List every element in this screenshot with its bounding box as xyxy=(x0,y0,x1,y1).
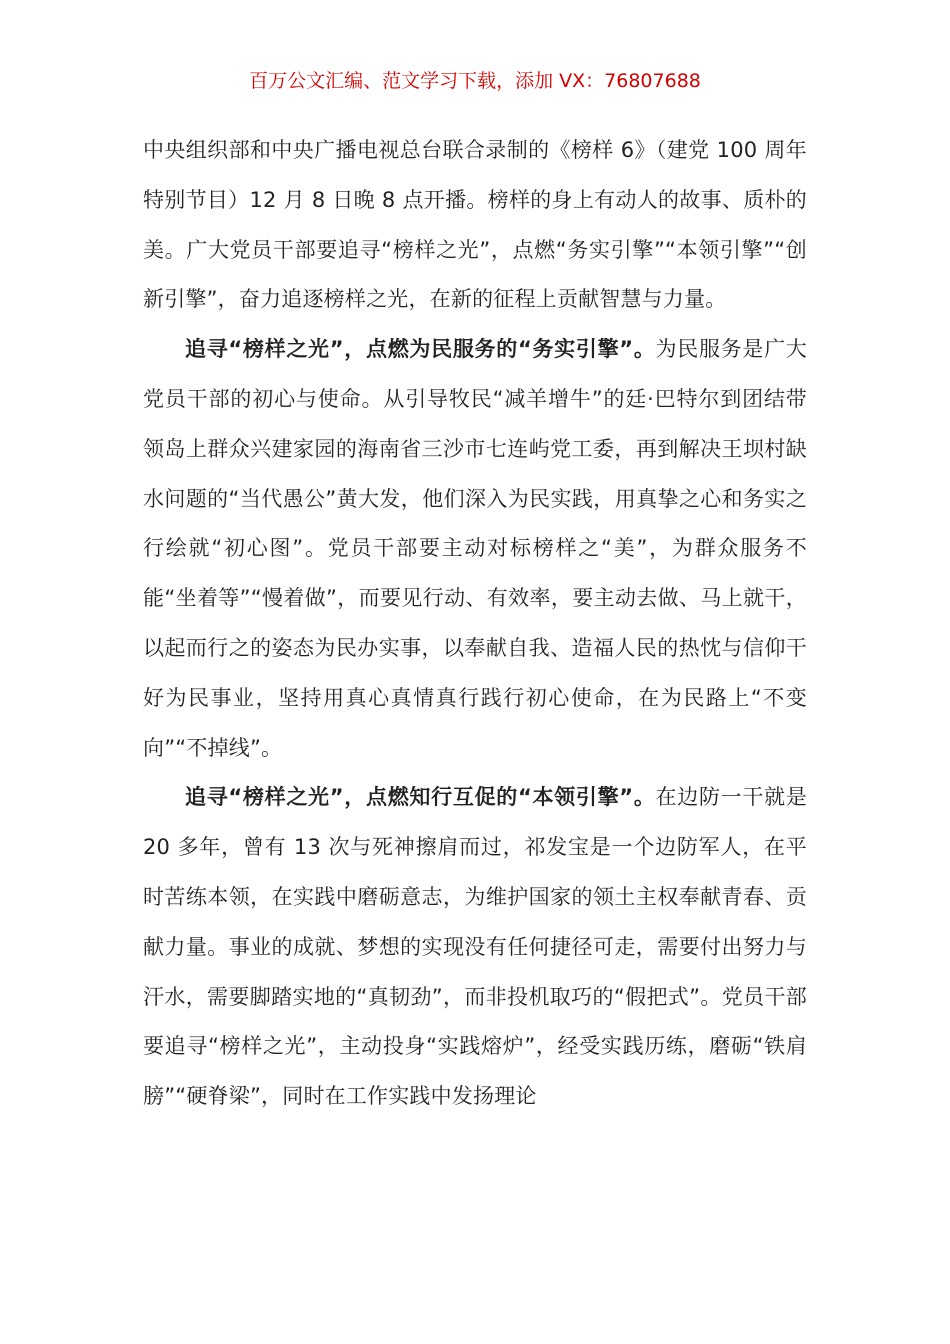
document-body xyxy=(143,126,807,1122)
page-header-notice: 百万公文汇编、范文学习下载，添加 VX：76807688 xyxy=(249,70,701,92)
paragraph-skill-engine xyxy=(143,773,807,1122)
paragraph-lead: 追寻“榜样之光”，点燃知行互促的“本领引擎”。 xyxy=(185,785,656,810)
paragraph-text: 为民服务是广大党员干部的初心与使命。从引导牧民“减羊增牛”的廷·巴特尔到团结带领岛上群众兴建家园的海南省三沙市七连屿党工委，再到解决王坝村缺水问题的“当代愚公”黄大发，他们深入为民实践，用真挚之心和务实之行绘就“初心图”。党员干部要主动对标榜样之“美”，为群众服务不能“坐着等”“慢着做”，而要见行动、有效率，要主动去做、马上就干，以起而行之的姿态为民办实事，以奉献自我、造福人民的热忱与信仰干好为民事业，坚持用真心真情真行践行初心使命，在为民路上“不变向”“不掉线”。 xyxy=(143,337,807,760)
paragraph-lead: 追寻“榜样之光”，点燃为民服务的“务实引擎”。 xyxy=(185,337,656,362)
paragraph-text: 中央组织部和中央广播电视总台联合录制的《榜样 6》（建党 100 周年特别节目）12 月 8 日晚 8 点开播。榜样的身上有动人的故事、质朴的美。广大党员干部要追寻“榜样之光”，点燃“务实引擎”“本领引擎”“创新引擎”，奋力追逐榜样之光，在新的征程上贡献智慧与力量。 xyxy=(143,138,807,312)
paragraph-service-engine xyxy=(143,325,807,773)
paragraph-text: 在边防一干就是 20 多年，曾有 13 次与死神擦肩而过，祁发宝是一个边防军人，在平时苦练本领，在实践中磨砺意志，为维护国家的领土主权奉献青春、贡献力量。事业的成就、梦想的实现没有任何捷径可走，需要付出努力与汗水，需要脚踏实地的“真韧劲”，而非投机取巧的“假把式”。党员干部要追寻“榜样之光”，主动投身“实践熔炉”，经受实践历练，磨砺“铁肩膀”“硬脊梁”，同时在工作实践中发扬理论 xyxy=(143,785,807,1109)
paragraph-intro xyxy=(143,126,807,325)
